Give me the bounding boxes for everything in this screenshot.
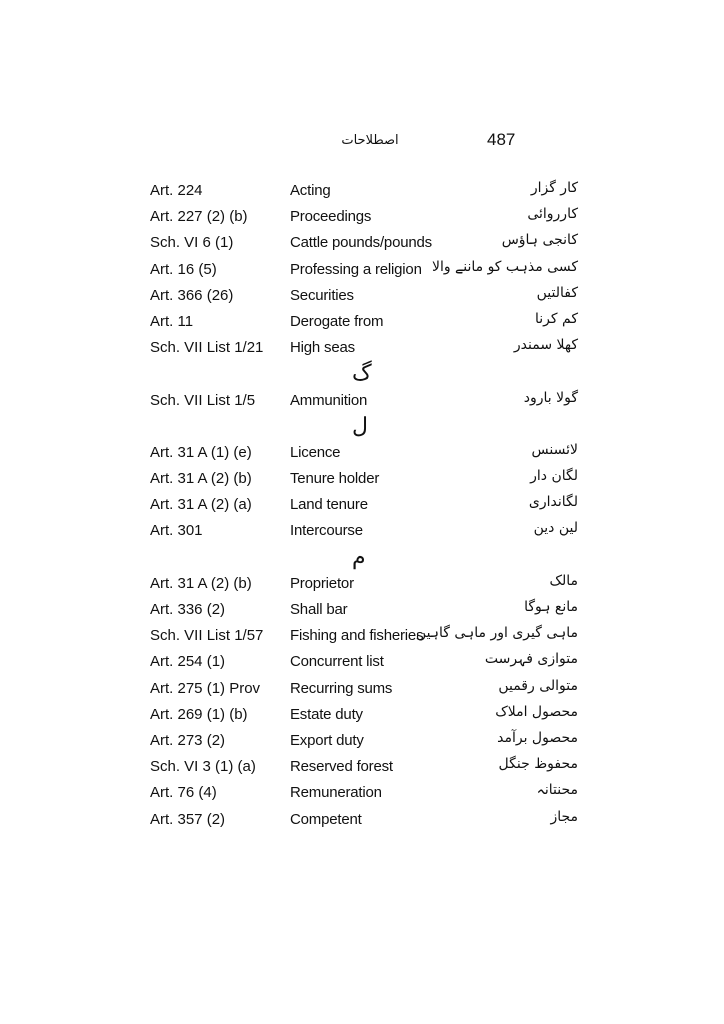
table-row [0, 571, 724, 597]
english-term: Securities [290, 286, 354, 304]
urdu-term: مانع ہوگا [524, 599, 578, 615]
english-term: Proprietor [290, 574, 354, 592]
table-row [0, 440, 724, 466]
section-letter-heading [0, 414, 724, 440]
urdu-term: کفالتیں [536, 284, 578, 301]
table-row [0, 335, 724, 361]
urdu-term: محنتانہ [536, 782, 578, 799]
article-reference: Art. 16 (5) [150, 260, 217, 278]
english-term: High seas [290, 339, 355, 357]
english-term: Licence [290, 443, 341, 461]
table-row [0, 204, 724, 230]
table-row [0, 780, 724, 806]
urdu-term: مالک [549, 572, 578, 589]
english-term: Recurring sums [290, 679, 393, 697]
urdu-term: کار گزار [530, 180, 578, 196]
article-reference: Art. 31 A (1) (e) [150, 443, 252, 461]
english-term: Estate duty [290, 705, 363, 723]
table-row [0, 492, 724, 518]
article-reference: Art. 11 [150, 312, 194, 330]
article-reference: Art. 301 [150, 522, 203, 540]
table-row [0, 518, 724, 544]
table-row [0, 702, 724, 728]
urdu-term: کم کرنا [535, 310, 578, 327]
table-row [0, 283, 724, 309]
english-term: Intercourse [290, 522, 363, 540]
urdu-term: لین دین [533, 520, 578, 537]
urdu-term: محفوظ جنگل [498, 756, 578, 773]
english-term: Reserved forest [290, 758, 393, 776]
section-letter-heading [0, 361, 724, 387]
article-reference: Sch. VII List 1/57 [150, 627, 264, 645]
urdu-term: مجاز [550, 808, 578, 825]
table-row [0, 649, 724, 675]
page-title: اصطلاحات [341, 133, 399, 148]
article-reference: Sch. VI 3 (1) (a) [150, 758, 256, 776]
article-reference: Art. 224 [150, 182, 203, 199]
english-term: Land tenure [290, 496, 368, 514]
section-letter-heading [0, 545, 724, 571]
article-reference: Art. 254 (1) [150, 653, 226, 671]
urdu-term: متوازی فہرست [484, 651, 578, 668]
section-letter: م [352, 544, 366, 570]
english-term: Cattle pounds/pounds [290, 234, 432, 252]
article-reference: Sch. VI 6 (1) [150, 234, 234, 252]
article-reference: Art. 31 A (2) (b) [150, 574, 252, 592]
english-term: Derogate from [290, 312, 384, 330]
urdu-term: متوالی رقمیں [498, 677, 578, 694]
table-row [0, 230, 724, 256]
page-number: 487 [487, 130, 516, 149]
english-term: Acting [290, 182, 331, 199]
article-reference: Art. 227 (2) (b) [150, 208, 248, 226]
urdu-term: کارروائی [527, 206, 578, 223]
urdu-term: لائسنس [531, 441, 578, 458]
english-term: Fishing and fisheries [290, 627, 424, 645]
urdu-term: کسی مذہب کو ماننے والا [431, 258, 578, 275]
urdu-term: کھلا سمندر [513, 337, 578, 354]
article-reference: Sch. VII List 1/5 [150, 391, 256, 409]
table-row [0, 754, 724, 780]
table-row [0, 597, 724, 623]
table-row [0, 807, 724, 833]
table-row [0, 466, 724, 492]
english-term: Export duty [290, 731, 364, 749]
english-term: Shall bar [290, 601, 348, 618]
section-letter: گ [352, 361, 372, 387]
article-reference: Art. 366 (26) [150, 286, 234, 304]
urdu-term: ماہی گیری اور ماہی گاہیں [415, 625, 578, 642]
section-letter: ل [352, 413, 368, 439]
table-row [0, 728, 724, 754]
english-term: Concurrent list [290, 653, 384, 671]
glossary-table [0, 178, 724, 833]
table-row [0, 623, 724, 649]
article-reference: Art. 357 (2) [150, 810, 226, 828]
urdu-term: گولا بارود [523, 389, 578, 406]
english-term: Competent [290, 810, 362, 828]
article-reference: Art. 31 A (2) (a) [150, 496, 252, 514]
english-term: Proceedings [290, 208, 372, 226]
article-reference: Art. 76 (4) [150, 784, 217, 802]
article-reference: Art. 31 A (2) (b) [150, 470, 252, 488]
table-row [0, 388, 724, 414]
article-reference: Sch. VII List 1/21 [150, 339, 264, 357]
table-row [0, 178, 724, 204]
english-term: Tenure holder [290, 470, 380, 488]
urdu-term: لگانداری [528, 494, 578, 511]
article-reference: Art. 336 (2) [150, 601, 226, 618]
article-reference: Art. 275 (1) Prov [150, 679, 261, 697]
english-term: Remuneration [290, 784, 382, 802]
table-row [0, 309, 724, 335]
english-term: Ammunition [290, 391, 368, 409]
urdu-term: لگان دار [530, 468, 578, 485]
article-reference: Art. 269 (1) (b) [150, 705, 248, 723]
table-row [0, 676, 724, 702]
table-row [0, 257, 724, 283]
article-reference: Art. 273 (2) [150, 731, 226, 749]
urdu-term: کانجی ہاؤس [501, 232, 578, 249]
english-term: Professing a religion [290, 260, 422, 278]
urdu-term: محصول املاک [495, 703, 578, 720]
urdu-term: محصول برآمد [497, 729, 578, 746]
